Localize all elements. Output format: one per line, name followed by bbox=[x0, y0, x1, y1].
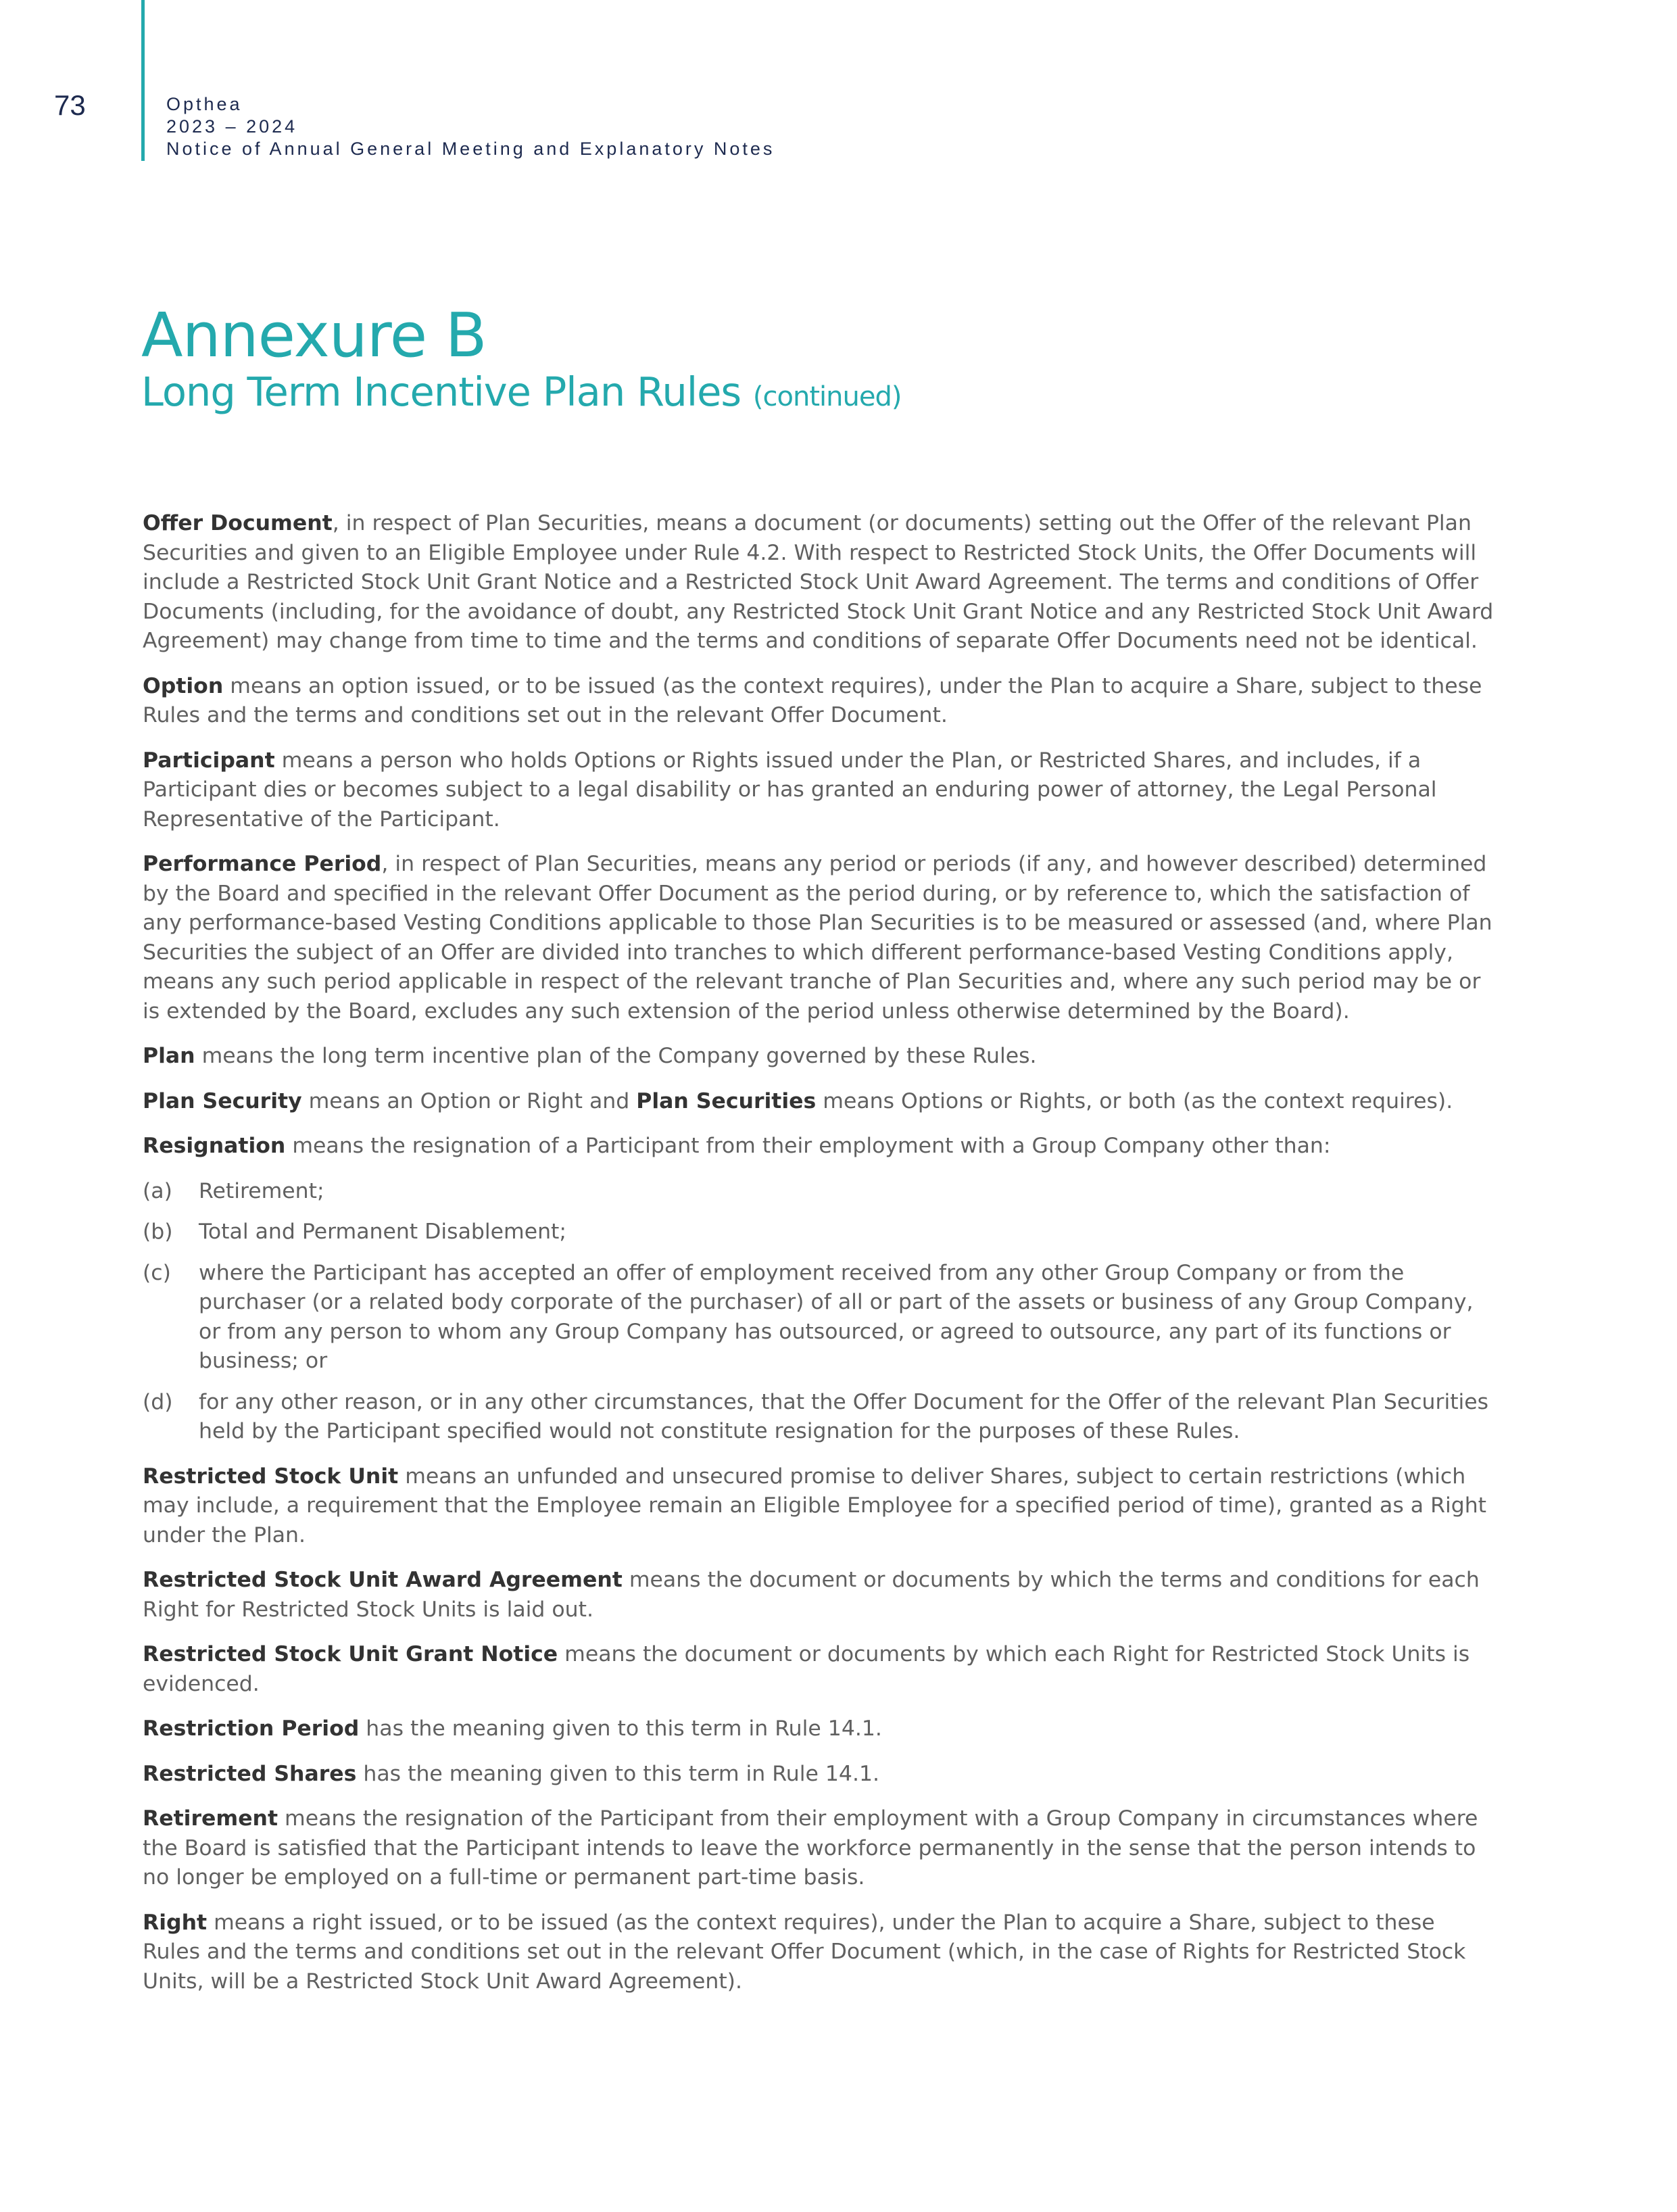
definition-text: means the document or documents by which the terms and conditions for each Right for Restricted Stock Units is laid out. bbox=[143, 1568, 1480, 1622]
list-item-text: Retirement; bbox=[199, 1178, 324, 1203]
definition-text: means the long term incentive plan of the Company governed by these Rules. bbox=[195, 1044, 1037, 1068]
definition bbox=[143, 746, 1494, 835]
definition-term: Restricted Stock Unit Grant Notice bbox=[143, 1642, 558, 1666]
definition-text: means the resignation of a Participant from their employment with a Group Company other than: bbox=[285, 1134, 1331, 1158]
list-item bbox=[143, 1218, 1494, 1247]
definition bbox=[143, 509, 1494, 656]
list-item-label: (a) bbox=[143, 1178, 172, 1203]
definition-text: means an option issued, or to be issued (as the context requires), under the Plan to acquire a Share, subject to these Rules and the terms and conditions set out in the relevant Offer Document. bbox=[143, 673, 1482, 727]
definition-term: Resignation bbox=[143, 1134, 286, 1158]
header-company: Opthea bbox=[166, 94, 243, 114]
definition-term: Right bbox=[143, 1910, 208, 1935]
page-number: 73 bbox=[54, 89, 86, 121]
definition-term: Performance Period bbox=[143, 852, 382, 876]
definition bbox=[143, 1042, 1494, 1072]
definition-text: has the meaning given to this term in Rule 14.1. bbox=[356, 1761, 880, 1786]
definition bbox=[143, 1908, 1494, 1997]
definition-term: Restricted Shares bbox=[143, 1761, 357, 1786]
list-item bbox=[143, 1177, 1494, 1207]
header-year-range: 2023 – 2024 bbox=[166, 116, 298, 137]
definitions-body bbox=[143, 509, 1494, 2012]
definition bbox=[143, 1566, 1494, 1625]
definition bbox=[143, 1087, 1494, 1117]
list-item-label: (b) bbox=[143, 1220, 173, 1244]
running-header bbox=[166, 93, 775, 160]
definition bbox=[143, 1462, 1494, 1551]
definition-text: means an Option or Right and bbox=[301, 1088, 637, 1113]
definition-text-secondary: means Options or Rights, or both (as the context requires). bbox=[816, 1088, 1453, 1113]
header-document-title: Notice of Annual General Meeting and Explanatory Notes bbox=[166, 139, 775, 159]
definition bbox=[143, 1640, 1494, 1699]
definition-term: Restriction Period bbox=[143, 1716, 360, 1741]
definition bbox=[143, 850, 1494, 1026]
definition-term: Participant bbox=[143, 748, 275, 773]
definition-term: Restricted Stock Unit Award Agreement bbox=[143, 1568, 623, 1592]
definition-text: means the resignation of the Participant from their employment with a Group Company in circumstances where the Board is satisfied that the Participant intends to leave the workforce permanently in the sense that the person intends to no longer be employed on a full-time or permanent part-time basis. bbox=[143, 1806, 1478, 1890]
page-title: Annexure B bbox=[141, 300, 487, 371]
definition-text: has the meaning given to this term in Rule 14.1. bbox=[359, 1716, 882, 1741]
definition bbox=[143, 1804, 1494, 1893]
definition-term: Plan bbox=[143, 1044, 195, 1068]
list-item-text: Total and Permanent Disablement; bbox=[199, 1220, 567, 1244]
definition bbox=[143, 1132, 1494, 1161]
definition bbox=[143, 1714, 1494, 1744]
definition-term: Plan Security bbox=[143, 1088, 302, 1113]
definition-term: Retirement bbox=[143, 1806, 278, 1831]
subtitle-continued: (continued) bbox=[752, 381, 902, 412]
list-item-text: where the Participant has accepted an offer of employment received from any other Group Company or from the purchaser (or a related body corporate of the purchaser) of all or part of the assets or business of any Group Company, or from any person to whom any Group Company has outsourced, or agreed to outsource, any part of its functions or business; or bbox=[199, 1260, 1474, 1373]
subtitle-text: Long Term Incentive Plan Rules bbox=[141, 368, 742, 415]
definition-text: means the document or documents by which each Right for Restricted Stock Units is evidenced. bbox=[143, 1642, 1470, 1696]
definition-term: Option bbox=[143, 673, 224, 698]
definition-text: , in respect of Plan Securities, means any period or periods (if any, and however described) determined by the Board and specified in the relevant Offer Document as the period during, or by reference to, which the satisfaction of any performance-based Vesting Conditions applicable to those Plan Securities is to be measured or assessed (and, where Plan Securities the subject of an Offer are divided into tranches to which different performance-based Vesting Conditions apply, means any such period applicable in respect of the relevant tranche of Plan Securities and, where any such period may be or is extended by the Board, excludes any such extension of the period unless otherwise determined by the Board). bbox=[143, 852, 1492, 1024]
list-item bbox=[143, 1259, 1494, 1376]
page-subtitle bbox=[141, 368, 901, 415]
definition-text: means an unfunded and unsecured promise to deliver Shares, subject to certain restrictions (which may include, a requirement that the Employee remain an Eligible Employee for a specified period of time), granted as a Right under the Plan. bbox=[143, 1464, 1487, 1547]
definition bbox=[143, 672, 1494, 731]
definition bbox=[143, 1760, 1494, 1789]
definition-text: , in respect of Plan Securities, means a document (or documents) setting out the Offer of the relevant Plan Securities and given to an Eligible Employee under Rule 4.2. With respect to Restricted Stock Units, the Offer Documents will include a Restricted Stock Unit Grant Notice and a Restricted Stock Unit Award Agreement. The terms and conditions of Offer Documents (including, for the avoidance of doubt, any Restricted Stock Unit Grant Notice and any Restricted Stock Unit Award Agreement) may change from time to time and the terms and conditions of separate Offer Documents need not be identical. bbox=[143, 511, 1494, 653]
definition-term: Offer Document bbox=[143, 511, 333, 535]
definition-text: means a right issued, or to be issued (as the context requires), under the Plan to acquire a Share, subject to these Rules and the terms and conditions set out in the relevant Offer Document (which, in the case of Rights for Restricted Stock Units, will be a Restricted Stock Unit Award Agreement). bbox=[143, 1910, 1466, 1994]
definition-term: Restricted Stock Unit bbox=[143, 1464, 399, 1489]
list-item bbox=[143, 1388, 1494, 1447]
definition-text: means a person who holds Options or Rights issued under the Plan, or Restricted Shares, and includes, if a Participant dies or becomes subject to a legal disability or has granted an enduring power of attorney, the Legal Personal Representative of the Participant. bbox=[143, 748, 1437, 832]
list-item-label: (c) bbox=[143, 1260, 171, 1285]
header-accent-rule bbox=[141, 0, 145, 161]
definition-term-secondary: Plan Securities bbox=[636, 1088, 817, 1113]
list-item-label: (d) bbox=[143, 1389, 173, 1414]
list-item-text: for any other reason, or in any other circumstances, that the Offer Document for the Offer of the relevant Plan Securities held by the Participant specified would not constitute resignation for the purposes of these Rules. bbox=[199, 1389, 1489, 1443]
